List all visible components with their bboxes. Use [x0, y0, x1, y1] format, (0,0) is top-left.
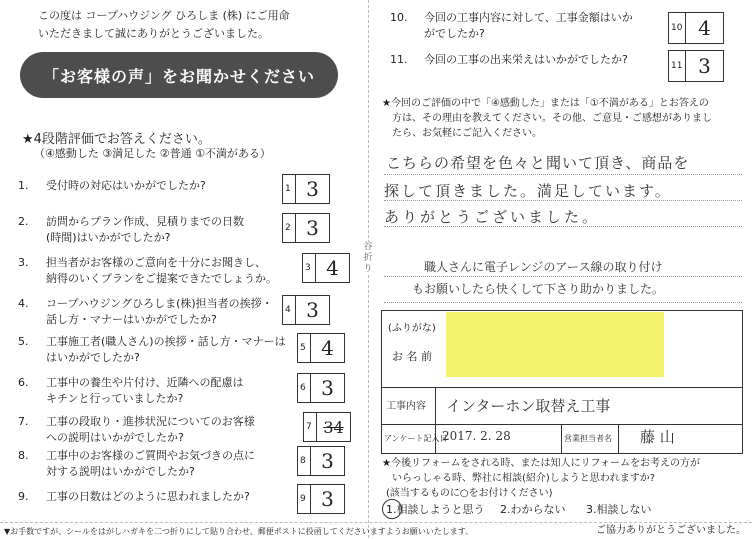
- comment-prompt-line-3: たら、お気軽にご記入ください。: [392, 128, 542, 139]
- rating-box-11[interactable]: [668, 50, 724, 82]
- rating-value: 3: [295, 214, 329, 242]
- box-number: 4: [285, 305, 291, 315]
- work-value[interactable]: インターホン取替え工事: [446, 397, 611, 415]
- work-label: 工事内容: [386, 401, 426, 412]
- form-divider: [382, 387, 742, 388]
- question-text-line-2: はいかがでしたか?: [46, 351, 140, 364]
- banner-title: 「お客様の声」をお聞かせください: [42, 66, 315, 86]
- box-number: 11: [671, 61, 683, 71]
- question-text-line-1: 訪問からプラン作成、見積りまでの日数: [46, 215, 244, 228]
- rating-box-9[interactable]: [297, 484, 345, 514]
- question-text: 工事の日数はどのように思われましたか?: [46, 490, 250, 503]
- rating-value: 3: [295, 296, 329, 324]
- box-number: 2: [285, 223, 291, 233]
- question-number: 8.: [18, 449, 29, 462]
- staff-label: 営業担当者名: [564, 434, 612, 443]
- name-field[interactable]: [446, 312, 664, 377]
- box-number: 9: [300, 494, 306, 504]
- question-number: 10.: [390, 11, 408, 24]
- box-number: 8: [300, 456, 306, 466]
- question-text-line-1: 今回の工事内容に対して、工事金額はいか: [424, 11, 633, 24]
- question-text-line-1: 工事中のお客様のご質問やお気づきの点に: [46, 449, 255, 462]
- comment-line-3: ありがとうございました。: [384, 208, 601, 226]
- question-text-line-1: 工事の段取り・進捗状況についてのお客様: [46, 415, 255, 428]
- form-divider: [382, 424, 742, 425]
- header-line-2: いただきまして誠にありがとうございました。: [38, 27, 269, 40]
- header-line-1: この度は コープハウジング ひろしま (株) にご用命: [38, 9, 290, 22]
- future-question-line-1: ★今後リフォームをされる時、または知人にリフォームをお考えの方が: [382, 458, 700, 469]
- comment-prompt-line-2: 方は、その理由を教えてください。その他、ご意見・ご感想がありまし: [392, 113, 712, 124]
- box-number: 3: [305, 263, 311, 273]
- comment-line-2: 探して頂きました。満足しています。: [384, 182, 672, 200]
- question-text-line-1: 工事中の養生や片付け、近隣への配慮は: [46, 376, 244, 389]
- rating-box-1[interactable]: [282, 174, 330, 204]
- customer-form: [381, 310, 743, 454]
- question-number: 3.: [18, 256, 29, 269]
- comment-rule: [384, 302, 742, 303]
- instructions-heading: ★4段階評価でお答えください。: [22, 132, 211, 147]
- question-number: 4.: [18, 297, 29, 310]
- comment-line-4: 職人さんに電子レンジのアース線の取り付け: [424, 260, 663, 274]
- rating-value: 4: [315, 254, 349, 282]
- rating-value: 34: [316, 413, 350, 441]
- future-question-line-3: (該当するものに○をお付けください): [386, 488, 553, 499]
- rating-box-2[interactable]: [282, 213, 330, 243]
- question-text-line-2: 対する説明はいかがでしたか?: [46, 465, 195, 478]
- date-value[interactable]: 2017. 2. 28: [442, 429, 511, 443]
- box-number: 7: [306, 422, 312, 432]
- rating-value: 3: [310, 447, 344, 475]
- box-number: 6: [300, 383, 306, 393]
- question-text-line-2: がでしたか?: [424, 27, 485, 40]
- form-divider: [618, 424, 619, 453]
- rating-box-7[interactable]: [303, 412, 351, 442]
- question-text: 今回の工事の出来栄えはいかがでしたか?: [424, 53, 628, 66]
- question-number: 5.: [18, 335, 29, 348]
- comment-prompt-line-1: ★今回のご評価の中で「④感動した」または「①不満がある」とお答えの: [382, 98, 709, 109]
- instructions-scale: （④感動した ③満足した ②普通 ①不満がある）: [34, 147, 271, 160]
- rating-value: 3: [685, 51, 723, 81]
- question-text-line-2: 納得のいくプランをご提案できたでしょうか。: [46, 272, 277, 285]
- question-text-line-1: コープハウジングひろしま(株)担当者の挨拶・: [46, 297, 273, 310]
- footer-note: ▼お手数ですが、シールをはがしハガキを二つ折りにして貼り合わせ、郵便ポストに投函してくださいますようお願いいたします。: [4, 527, 474, 536]
- question-number: 7.: [18, 415, 29, 428]
- option-2[interactable]: 2.わからない: [500, 503, 566, 516]
- question-number: 11.: [390, 53, 408, 66]
- question-number: 6.: [18, 376, 29, 389]
- name-label: お 名 前: [392, 350, 432, 363]
- rating-box-3[interactable]: [302, 253, 350, 283]
- selected-circle-mark: [382, 499, 402, 519]
- footer-thanks: ご協力ありがとうございました。: [596, 525, 746, 536]
- rating-value: 4: [685, 13, 723, 43]
- rating-box-8[interactable]: [297, 446, 345, 476]
- question-number: 9.: [18, 490, 29, 503]
- banner: [20, 52, 338, 98]
- box-number: 1: [285, 184, 291, 194]
- comment-rule: [384, 276, 742, 277]
- question-text-line-2: 話し方・マナーはいかがでしたか?: [46, 313, 217, 326]
- question-number: 1.: [18, 179, 29, 192]
- rating-value: 3: [310, 374, 344, 402]
- question-text-line-2: (時間)はいかがでしたか?: [46, 231, 171, 244]
- question-text-line-1: 工事施工者(職人さん)の挨拶・話し方・マナーは: [46, 335, 286, 348]
- rating-value: 4: [310, 334, 344, 362]
- comment-rule: [384, 174, 742, 175]
- staff-value[interactable]: 藤 山: [640, 428, 675, 446]
- rating-value: 3: [310, 485, 344, 513]
- question-text-line-1: 担当者がお客様のご意向を十分にお聞きし、: [46, 256, 266, 269]
- furigana-label: (ふりがな): [388, 323, 436, 334]
- rating-box-6[interactable]: [297, 373, 345, 403]
- box-number: 5: [300, 343, 306, 353]
- date-label: アンケート記入日: [384, 434, 448, 443]
- comment-line-1: こちらの希望を色々と聞いて頂き、商品を: [386, 154, 690, 172]
- option-3[interactable]: 3.相談しない: [586, 503, 652, 516]
- comment-line-5: もお願いしたら快くして下さり助かりました。: [412, 282, 665, 296]
- question-number: 2.: [18, 215, 29, 228]
- rating-box-10[interactable]: [668, 12, 724, 44]
- rating-box-4[interactable]: [282, 295, 330, 325]
- rating-value: 3: [295, 175, 329, 203]
- fold-label: 谷折り: [363, 242, 373, 274]
- future-question-line-2: いらっしゃる時、弊社に相談(紹介)しようと思われますか?: [392, 473, 656, 484]
- question-text: 受付時の対応はいかがでしたか?: [46, 179, 206, 192]
- form-divider: [561, 424, 562, 453]
- box-number: 10: [671, 23, 683, 33]
- question-text-line-2: キチンと行っていましたか?: [46, 392, 184, 405]
- option-1[interactable]: 1.相談しようと思う: [386, 503, 485, 516]
- rating-box-5[interactable]: [297, 333, 345, 363]
- question-text-line-2: への説明はいかがでしたか?: [46, 431, 184, 444]
